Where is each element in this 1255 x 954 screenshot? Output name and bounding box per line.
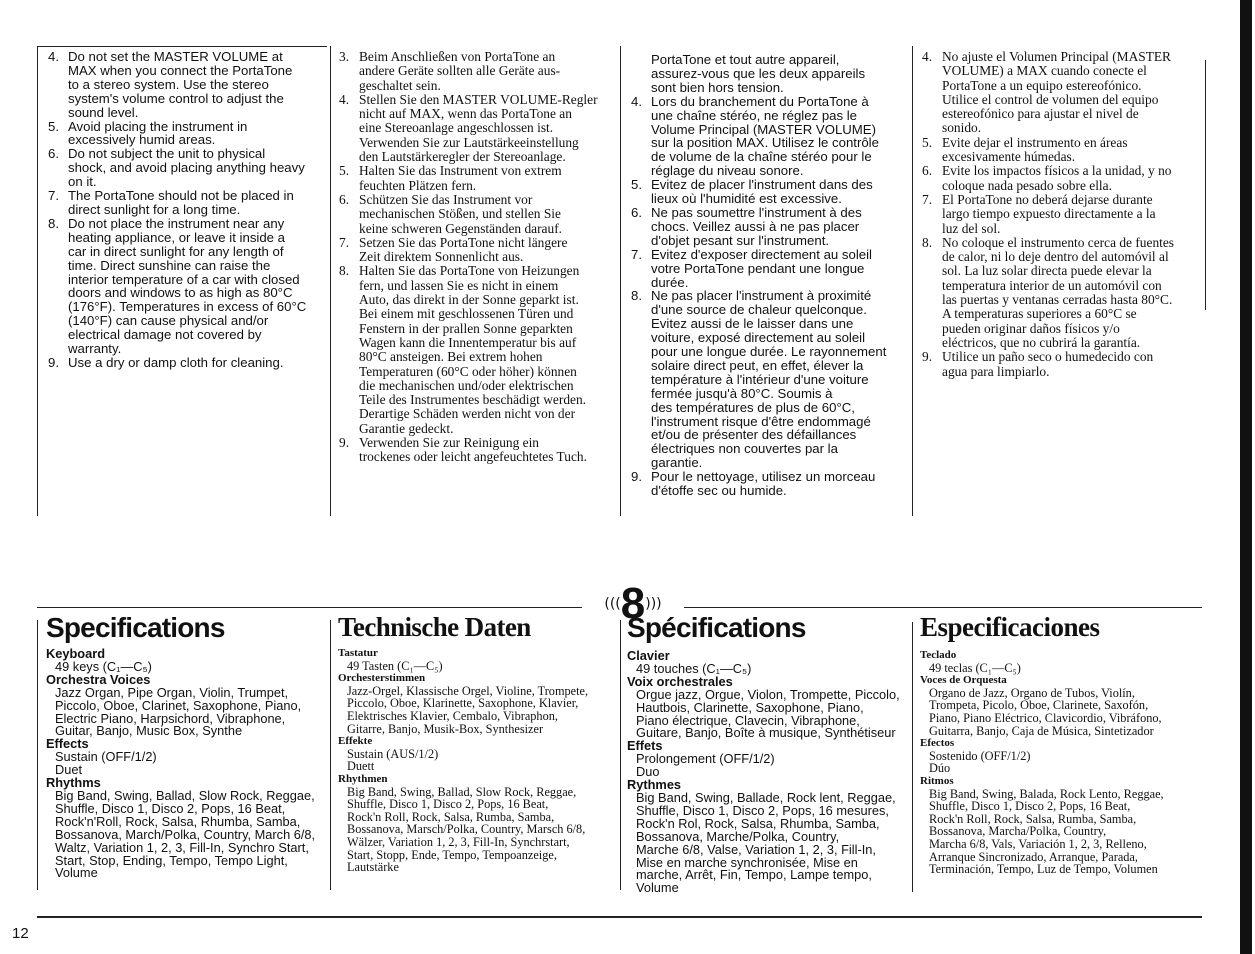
item-text: Utilice un paño seco o humedecido con agua para limpiarlo. <box>942 349 1154 379</box>
spec-heading: Orchesterstimmen <box>338 672 426 685</box>
section-title: Technische Daten <box>338 612 531 642</box>
spec-detail: 49 Tasten (C₁—C₅) <box>347 658 443 673</box>
column-divider <box>37 46 38 516</box>
item-text: Evite los impactos físicos a la unidad, y no coloque nada pesado sobre ella. <box>942 163 1172 193</box>
list-item: 4. Stellen Sie den MASTER VOLUME-Regler nicht auf MAX, wenn das PortaTone an eine Stereoanlage angeschlossen ist. Verwenden Sie zur Lautstärkeeinstellung den Lautstärkeregler der Stereoanlage. <box>339 91 598 165</box>
care-column-en <box>48 50 333 370</box>
list-item: 8. Do not place the instrument near any heating appliance, or leave it inside a car in direct sunlight for any length of time. Direct sunshine can raise the interior temperature of a car with closed doors and windows to as high as 80°C (176°F). Temperatures in excess of 60°C (140°F) can cause physical and/or electrical damage not covered by warranty. <box>48 215 307 357</box>
section-divider-right <box>684 607 1202 608</box>
spec-detail: Jazz Organ, Pipe Organ, Violin, Trumpet, Piccolo, Oboe, Clarinet, Saxophone, Piano, Electric Piano, Harpsichord, Vibraphone, Guitar, Banjo, Music Box, Synthe <box>55 684 302 739</box>
scan-edge <box>1240 0 1252 954</box>
spec-heading: Orchestra Voices <box>46 671 151 687</box>
spec-heading: Voix orchestrales <box>627 673 733 689</box>
list-item: 9. Use a dry or damp cloth for cleaning. <box>48 354 284 370</box>
item-text: Pour le nettoyage, utilisez un morceau d'étoffe sec ou humide. <box>651 469 876 499</box>
spec-detail: Big Band, Swing, Balada, Rock Lento, Reggae, Shuffle, Disco 1, Disco 2, Pops, 16 Beat, Rock'n Roll, Rock, Salsa, Rumba, Samba, Bossanova, Marcha/Polka, Country, Marcha 6/8, Vals, Variación 1, 2, 3, Relleno, Arranque Sincronizado, Arranque, Parada, Terminación, Tempo, Luz de Tempo, Volumen <box>929 786 1164 877</box>
item-text: Avoid placing the instrument in excessively humid areas. <box>68 118 248 148</box>
spec-detail: Prolongement (OFF/1/2) Duo <box>636 751 775 780</box>
care-column-es <box>922 50 1212 379</box>
list-item: 5. Evite dejar el instrumento en áreas excesivamente húmedas. <box>922 134 1128 165</box>
care-column-fr <box>631 50 911 498</box>
fr-continued-text: PortaTone et tout autre appareil, assurez-vous que les deux appareils sont bien hors tension. <box>651 52 866 95</box>
list-item: 6. Do not subject the unit to physical shock, and avoid placing anything heavy on it. <box>48 146 305 190</box>
section-title: Specifications <box>46 612 225 643</box>
item-text: Beim Anschließen von PortaTone an andere Geräte sollten alle Geräte aus- geschaltet sein. <box>359 49 561 93</box>
list-item: 7. Setzen Sie das PortaTone nicht längere Zeit direktem Sonnenlicht aus. <box>339 234 568 265</box>
spec-heading: Rythmes <box>627 777 682 793</box>
column-divider <box>620 46 621 516</box>
list-item: 8. No coloque el instrumento cerca de fuentes de calor, ni lo deje dentro del automóvil al sol. La luz solar directa puede elevar la temperatura interior de un automóvil con las puertas y ventanas cerradas hasta 80°C. A temperaturas superiores a 60°C se pueden originar daños físicos y/o eléctricos, que no cubrirá la garantía. <box>922 234 1175 350</box>
item-text: The PortaTone should not be placed in direct sunlight for a long time. <box>68 188 294 217</box>
item-text: Stellen Sie den MASTER VOLUME-Regler nicht auf MAX, wenn das PortaTone an eine Stereoanlage angeschlossen ist. Verwenden Sie zur Lautstärkeeinstellung den Lautstärkeregler der Stereoanlage. <box>359 91 598 165</box>
item-text: Schützen Sie das Instrument vor mechanischen Stößen, und stellen Sie keine schweren Gegenständen darauf. <box>359 191 562 236</box>
section-title: Spécifications <box>627 612 806 643</box>
spec-divider <box>330 620 331 890</box>
spec-heading: Effekte <box>338 735 373 748</box>
list-item: 5. Halten Sie das Instrument von extrem feuchten Plätzen fern. <box>339 163 562 193</box>
item-text: Halten Sie das Instrument von extrem feuchten Plätzen fern. <box>359 163 562 193</box>
item-text: Do not subject the unit to physical shock, and avoid placing anything heavy on it. <box>68 146 305 190</box>
spec-detail: 49 touches (C₁—C₅) <box>636 660 752 676</box>
item-text: Halten Sie das PortaTone von Heizungen fern, und lassen Sie es nicht in einem Auto, das direkt in der Sonne geparkt ist. Bei einem mit geschlossenen Türen und Fenstern in der prallen Sonne geparkten Wagen kann die Innentemperatur bis auf 80°C ansteigen. Bei extrem hohen Temperaturen (60°C oder höher) können die mechanischen und/oder elektrischen Teile des Instrumentes beschädigt werden. Derartige Schäden werden nicht von der Garantie gedeckt. <box>359 263 586 436</box>
spec-divider <box>912 622 913 892</box>
spec-detail: Organo de Jazz, Organo de Tubos, Violín, Trompeta, Picolo, Oboe, Clarinete, Saxofón, Piano, Piano Eléctrico, Clavicordio, Vibráfono, Guitarra, Banjo, Caja de Música, Sintetizador <box>929 685 1162 738</box>
spec-detail: Big Band, Swing, Ballade, Rock lent, Reggae, Shuffle, Disco 1, Disco 2, Pops, 16 mesures, Rock'n Rol, Rock, Salsa, Rhumba, Samba, Bossanova, Marche/Polka, Country, Marche 6/8, Valse, Variation 1, 2, 3, Fill-In, Mise en marche synchronisée, Mise en marche, Arrêt, Fin, Tempo, Lampe tempo, Volume <box>636 789 896 896</box>
specs-en <box>46 614 326 880</box>
spec-detail: Orgue jazz, Orgue, Violon, Trompette, Piccolo, Hautbois, Clarinette, Saxophone, Piano, Piano électrique, Clavecin, Vibraphone, Guitare, Banjo, Boîte à musique, Synthétiseur <box>636 686 900 741</box>
spec-detail: Sostenido (OFF/1/2) Dúo <box>929 748 1031 776</box>
spec-heading: Teclado <box>920 649 957 661</box>
spec-detail: Big Band, Swing, Ballad, Slow Rock, Reggae, Shuffle, Disco 1, Disco 2, Pops, 16 Beat, Rock'n'Roll, Rock, Salsa, Rhumba, Samba, Bossanova, March/Polka, Country, March 6/8, Waltz, Variation 1, 2, 3, Fill-In, Synchro Start, Start, Stop, Ending, Tempo, Tempo Light, Volume <box>55 787 316 881</box>
specs-fr <box>627 614 909 895</box>
spec-detail: Big Band, Swing, Ballad, Slow Rock, Reggae, Shuffle, Disco 1, Disco 2, Pops, 16 Beat, Rock'n Roll, Rock, Salsa, Rumba, Samba, Bossanova, Marsch/Polka, Country, Marsch 6/8, Wälzer, Variation 1, 2, 3, Fill-In, Synchrstart, Start, Stopp, Ende, Tempo, Tempoanzeige, Lautstärke <box>347 784 586 875</box>
spec-divider <box>620 620 621 890</box>
item-text: Evitez d'exposer directement au soleil votre PortaTone pendant une longue durée. <box>651 246 872 290</box>
specs-de <box>338 614 618 874</box>
column-divider <box>912 46 913 516</box>
item-text: Verwenden Sie zur Reinigung ein trockenes oder leicht angefeuchtetes Tuch. <box>359 435 587 465</box>
list-item: 4. No ajuste el Volumen Principal (MASTER VOLUME) a MAX cuando conecte el PortaTone a un equipo estereofónico. Utilice el control de volumen del equipo estereofónico para ajustar el nivel de sonido. <box>922 49 1171 136</box>
care-column-de <box>339 50 619 465</box>
spec-heading: Rhythmen <box>338 772 388 785</box>
spec-heading: Efectos <box>920 737 955 750</box>
item-text: Use a dry or damp cloth for cleaning. <box>68 354 284 370</box>
spec-heading: Clavier <box>627 648 670 663</box>
item-text: Lors du branchement du PortaTone à une chaîne stéréo, ne réglez pas le Volume Principal (MASTER VOLUME) sur la position MAX. Utilisez le contrôle de volume de la chaîne stéréo pour le réglage du niveau sonore. <box>651 93 879 179</box>
footer-rule <box>37 916 1202 918</box>
spec-divider <box>37 620 38 890</box>
page-number: 12 <box>12 925 29 942</box>
list-item: 9. Verwenden Sie zur Reinigung ein trockenes oder leicht angefeuchtetes Tuch. <box>339 435 587 465</box>
top-left-rule <box>37 46 327 47</box>
item-text: Do not set the MASTER VOLUME at MAX when you connect the PortaTone to a stereo system. Use the stereo system's volume control to adjust the sound level. <box>68 49 293 120</box>
spec-heading: Rhythms <box>46 775 101 791</box>
item-text: Do not place the instrument near any heating appliance, or leave it inside a car in direct sunlight for any length of time. Direct sunshine can raise the interior temperature of a car with closed doors and windows to as high as 80°C (176°F). Temperatures in excess of 60°C (140°F) can cause physical and/or electrical damage not covered by warranty. <box>68 215 307 357</box>
spec-detail: 49 teclas (C₁—C₅) <box>929 660 1021 675</box>
list-item: 6. Ne pas soumettre l'instrument à des chocs. Veillez aussi à ne pas placer d'objet pesant sur l'instrument. <box>631 204 862 248</box>
sound-waves-right-icon: ))) <box>645 596 662 612</box>
spec-heading: Effects <box>46 736 89 752</box>
specs-es <box>920 614 1210 876</box>
spec-heading: Ritmos <box>920 774 954 787</box>
list-item: 4. Do not set the MASTER VOLUME at MAX when you connect the PortaTone to a stereo system. Use the stereo system's volume control to adjust the sound level. <box>48 49 293 120</box>
list-item: 6. Evite los impactos físicos a la unidad, y no coloque nada pesado sobre ella. <box>922 163 1172 193</box>
list-item: 7. El PortaTone no deberá dejarse durante largo tiempo expuesto directamente a la luz del sol. <box>922 191 1156 236</box>
list-item: 8. Ne pas placer l'instrument à proximité d'une source de chaleur quelconque. Evitez aussi de le laisser dans une voiture, exposé directement au soleil pour une longue durée. Le rayonnement solaire direct peut, en effet, élever la température à l'intérieur d'une voiture fermée jusqu'à 80°C. Soumis à des températures de plus de 60°C, l'instrument risque d'être endommagé et/ou de présenter des défaillances électriques non couvertes par la garantie. <box>631 288 887 471</box>
spec-heading: Keyboard <box>46 646 106 661</box>
spec-detail: Sustain (AUS/1/2) Duett <box>347 746 439 774</box>
list-item: 9. Pour le nettoyage, utilisez un morceau d'étoffe sec ou humide. <box>631 469 876 499</box>
spec-heading: Voces de Orquesta <box>920 674 1007 687</box>
item-text: Ne pas placer l'instrument à proximité d'une source de chaleur quelconque. Evitez aussi de le laisser dans une voiture, exposé directement au soleil pour une longue durée. Le rayonnement solaire direct peut, en effet, élever la température à l'intérieur d'une voiture fermée jusqu'à 80°C. Soumis à des températures de plus de 60°C, l'instrument risque d'être endommagé et/ou de présenter des défaillances électriques non couvertes par la garantie. <box>651 288 887 471</box>
list-item: 5. Avoid placing the instrument in excessively humid areas. <box>48 118 248 148</box>
spec-detail: Sustain (OFF/1/2) Duet <box>55 749 157 778</box>
item-text: Setzen Sie das PortaTone nicht längere Zeit direktem Sonnenlicht aus. <box>359 234 568 265</box>
spec-heading: Tastatur <box>338 647 378 659</box>
list-item: 9. Utilice un paño seco o humedecido con agua para limpiarlo. <box>922 349 1154 379</box>
item-text: El PortaTone no deberá dejarse durante largo tiempo expuesto directamente a la luz del sol. <box>942 191 1156 236</box>
section-title: Especificaciones <box>920 612 1100 642</box>
list-item: 3. Beim Anschließen von PortaTone an andere Geräte sollten alle Geräte aus- geschaltet sein. <box>339 49 561 93</box>
list-item: 4. Lors du branchement du PortaTone à une chaîne stéréo, ne réglez pas le Volume Principal (MASTER VOLUME) sur la position MAX. Utilisez le contrôle de volume de la chaîne stéréo pour le réglage du niveau sonore. <box>631 93 879 179</box>
item-text: Ne pas soumettre l'instrument à des chocs. Veillez aussi à ne pas placer d'objet pesant sur l'instrument. <box>651 204 862 248</box>
list-item: 7. The PortaTone should not be placed in direct sunlight for a long time. <box>48 188 294 217</box>
item-text: Evite dejar el instrumento en áreas excesivamente húmedas. <box>942 134 1128 165</box>
spec-detail: Jazz-Orgel, Klassische Orgel, Violine, Trompete, Piccolo, Oboe, Klarinette, Saxophone, Klavier, Elektrisches Klavier, Cembalo, Vibraphon, Gitarre, Banjo, Musik-Box, Synthesizer <box>347 683 589 736</box>
item-text: Evitez de placer l'instrument dans des lieux où l'humidité est excessive. <box>651 177 873 207</box>
list-item: 7. Evitez d'exposer directement au soleil votre PortaTone pendant une longue durée. <box>631 246 872 290</box>
item-text: No ajuste el Volumen Principal (MASTER VOLUME) a MAX cuando conecte el PortaTone a un equipo estereofónico. Utilice el control de volumen del equipo estereofónico para ajustar el nivel de sonido. <box>942 49 1171 136</box>
list-item: 6. Schützen Sie das Instrument vor mechanischen Stößen, und stellen Sie keine schweren Gegenständen darauf. <box>339 191 562 236</box>
spec-heading: Effets <box>627 738 663 754</box>
sound-waves-left-icon: ((( <box>604 596 621 612</box>
list-item: 5. Evitez de placer l'instrument dans des lieux où l'humidité est excessive. <box>631 177 873 207</box>
list-item: 8. Halten Sie das PortaTone von Heizungen fern, und lassen Sie es nicht in einem Auto, das direkt in der Sonne geparkt ist. Bei einem mit geschlossenen Türen und Fenstern in der prallen Sonne geparkten Wagen kann die Innentemperatur bis auf 80°C ansteigen. Bei extrem hohen Temperaturen (60°C oder höher) können die mechanischen und/oder elektrischen Teile des Instrumentes beschädigt werden. Derartige Schäden werden nicht von der Garantie gedeckt. <box>339 263 586 436</box>
chapter-number: 8 <box>620 579 646 628</box>
section-divider-left <box>37 607 582 608</box>
item-text: No coloque el instrumento cerca de fuentes de calor, ni lo deje dentro del automóvil al sol. La luz solar directa puede elevar la temperatura interior de un automóvil con las puertas y ventanas cerradas hasta 80°C. A temperaturas superiores a 60°C se pueden originar daños físicos y/o eléctricos, que no cubrirá la garantía. <box>942 234 1175 350</box>
spec-detail: 49 keys (C₁—C₅) <box>55 658 152 674</box>
